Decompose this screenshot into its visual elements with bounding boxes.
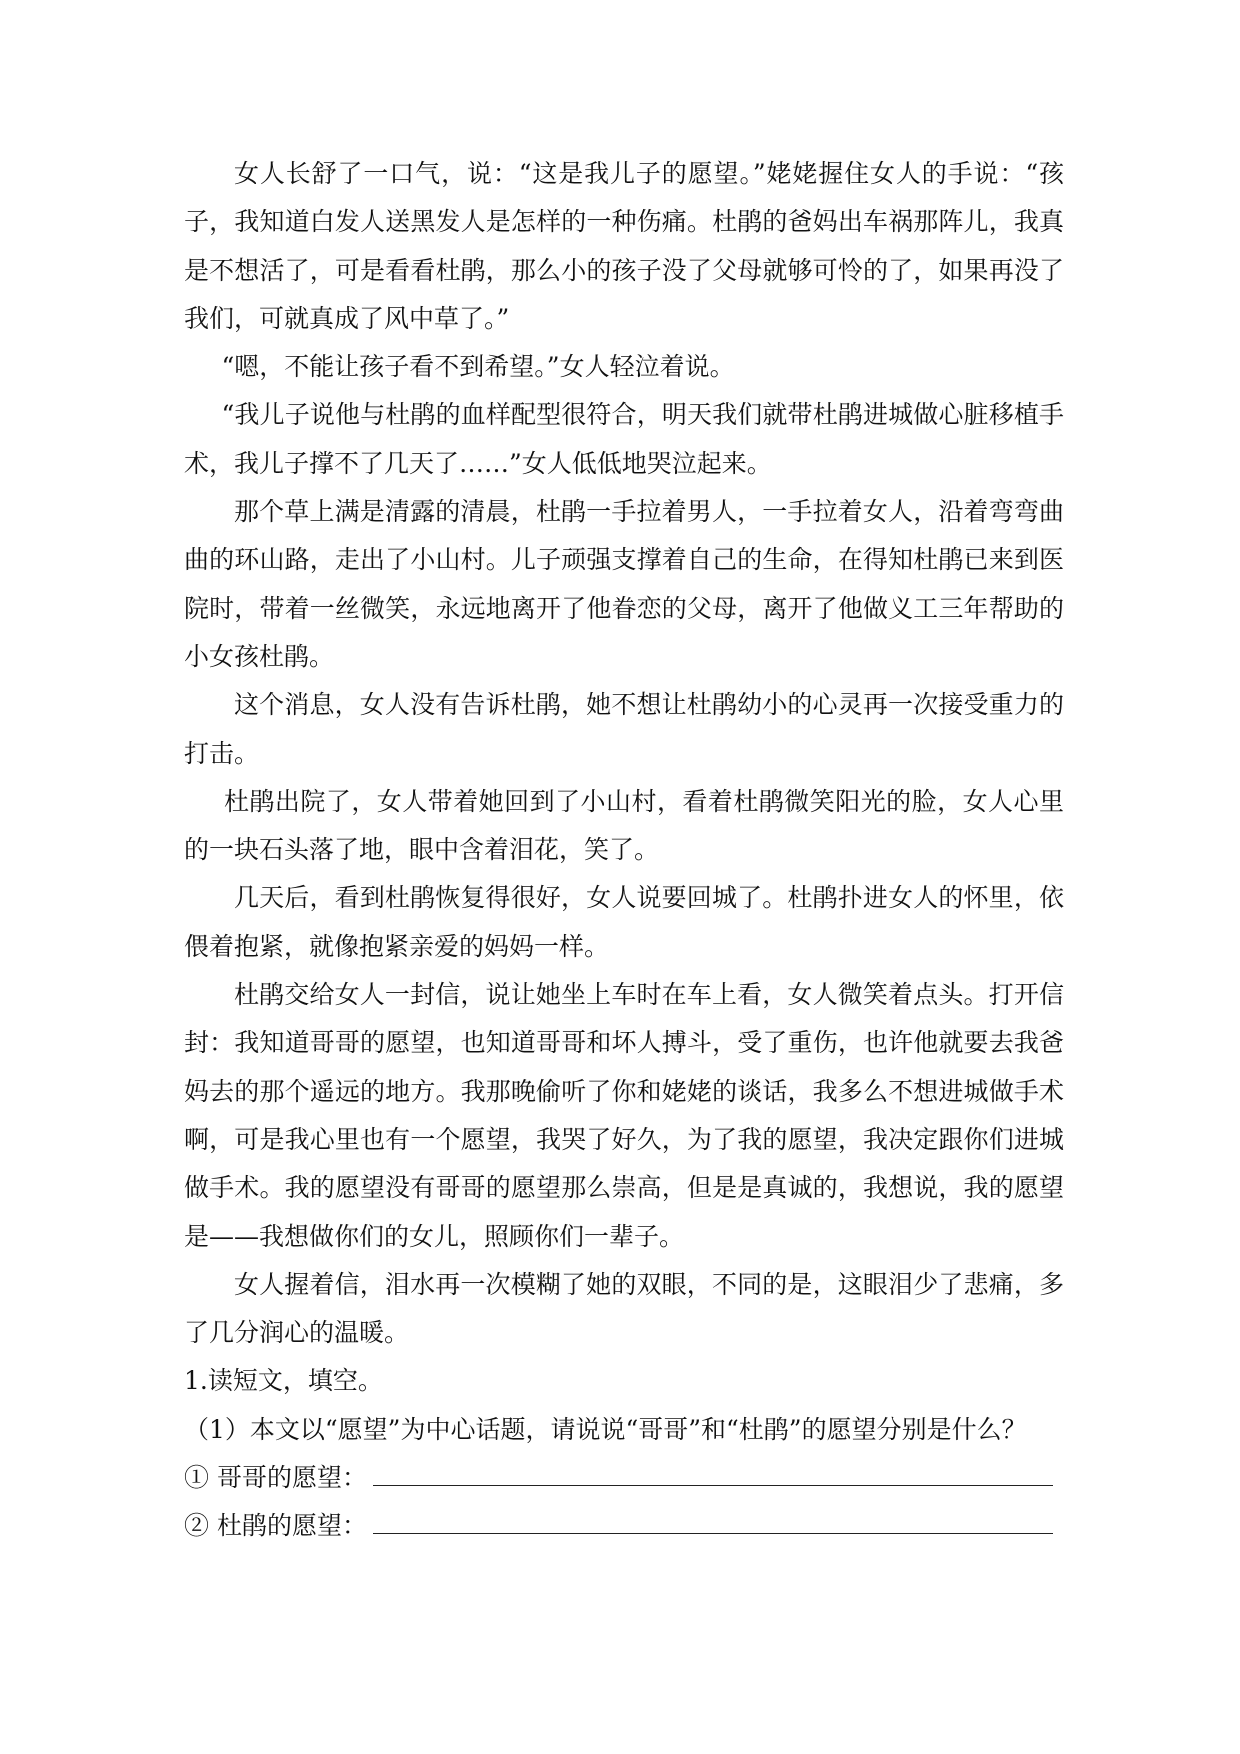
story-paragraph-6: 杜鹃出院了，女人带着她回到了小山村，看着杜鹃微笑阳光的脸，女人心里的一块石头落了地，眼中含着泪花，笑了。 (184, 786, 1064, 865)
story-paragraph-3: “我儿子说他与杜鹃的血样配型很符合，明天我们就带杜鹃进城做心脏移植手术，我儿子撑不了几天了……”女人低低地哭泣起来。 (184, 400, 1064, 478)
answer-blank-dujuan[interactable] (373, 1505, 1053, 1534)
story-paragraph-9: 女人握着信，泪水再一次模糊了她的双眼，不同的是，这眼泪少了悲痛，多了几分润心的温暖。 (184, 1269, 1064, 1348)
question-sub: （1）本文以“愿望”为中心话题，请说说“哥哥”和“杜鹃”的愿望分别是什么？ (184, 1414, 1027, 1444)
story-paragraph-2: “嗯，不能让孩子看不到希望。”女人轻泣着说。 (221, 352, 735, 382)
answer-label-brother: ① 哥哥的愿望： (184, 1463, 367, 1493)
story-paragraph-7: 几天后，看到杜鹃恢复得很好，女人说要回城了。杜鹃扑进女人的怀里，依偎着抱紧，就像抱紧亲爱的妈妈一样。 (184, 883, 1064, 961)
answer-label-dujuan: ② 杜鹃的愿望： (184, 1511, 367, 1541)
story-paragraph-8: 杜鹃交给女人一封信，说让她坐上车时在车上看，女人微笑着点头。打开信封：我知道哥哥的愿望，也知道哥哥和坏人搏斗，受了重伤，也许他就要去我爸妈去的那个遥远的地方。我那晚偷听了你和姥姥的谈话，我多么不想进城做手术啊，可是我心里也有一个愿望，我哭了好久，为了我的愿望，我决定跟你们进城做手术。我的愿望没有哥哥的愿望那么崇高，但是是真诚的，我想说，我的愿望是——我想做你们的女儿，照顾你们一辈子。 (184, 980, 1064, 1251)
question-heading: 1.读短文，填空。 (184, 1366, 383, 1396)
story-paragraph-1: 女人长舒了一口气，说：“这是我儿子的愿望。”姥姥握住女人的手说：“孩子，我知道白发人送黑发人是怎样的一种伤痛。杜鹃的爸妈出车祸那阵儿，我真是不想活了，可是看看杜鹃，那么小的孩子没了父母就够可怜的了，如果再没了我们，可就真成了风中草了。” (184, 159, 1064, 333)
answer-row-dujuan (184, 1502, 1064, 1550)
story-paragraph-5: 这个消息，女人没有告诉杜鹃，她不想让杜鹃幼小的心灵再一次接受重力的打击。 (184, 690, 1064, 768)
story-paragraph-4: 那个草上满是清露的清晨，杜鹃一手拉着男人，一手拉着女人，沿着弯弯曲曲的环山路，走出了小山村。儿子顽强支撑着自己的生命，在得知杜鹃已来到医院时，带着一丝微笑，永远地离开了他眷恋的父母，离开了他做义工三年帮助的小女孩杜鹃。 (184, 497, 1064, 671)
document-page (184, 150, 1064, 1551)
answer-blank-brother[interactable] (373, 1457, 1053, 1486)
answer-row-brother (184, 1454, 1064, 1502)
